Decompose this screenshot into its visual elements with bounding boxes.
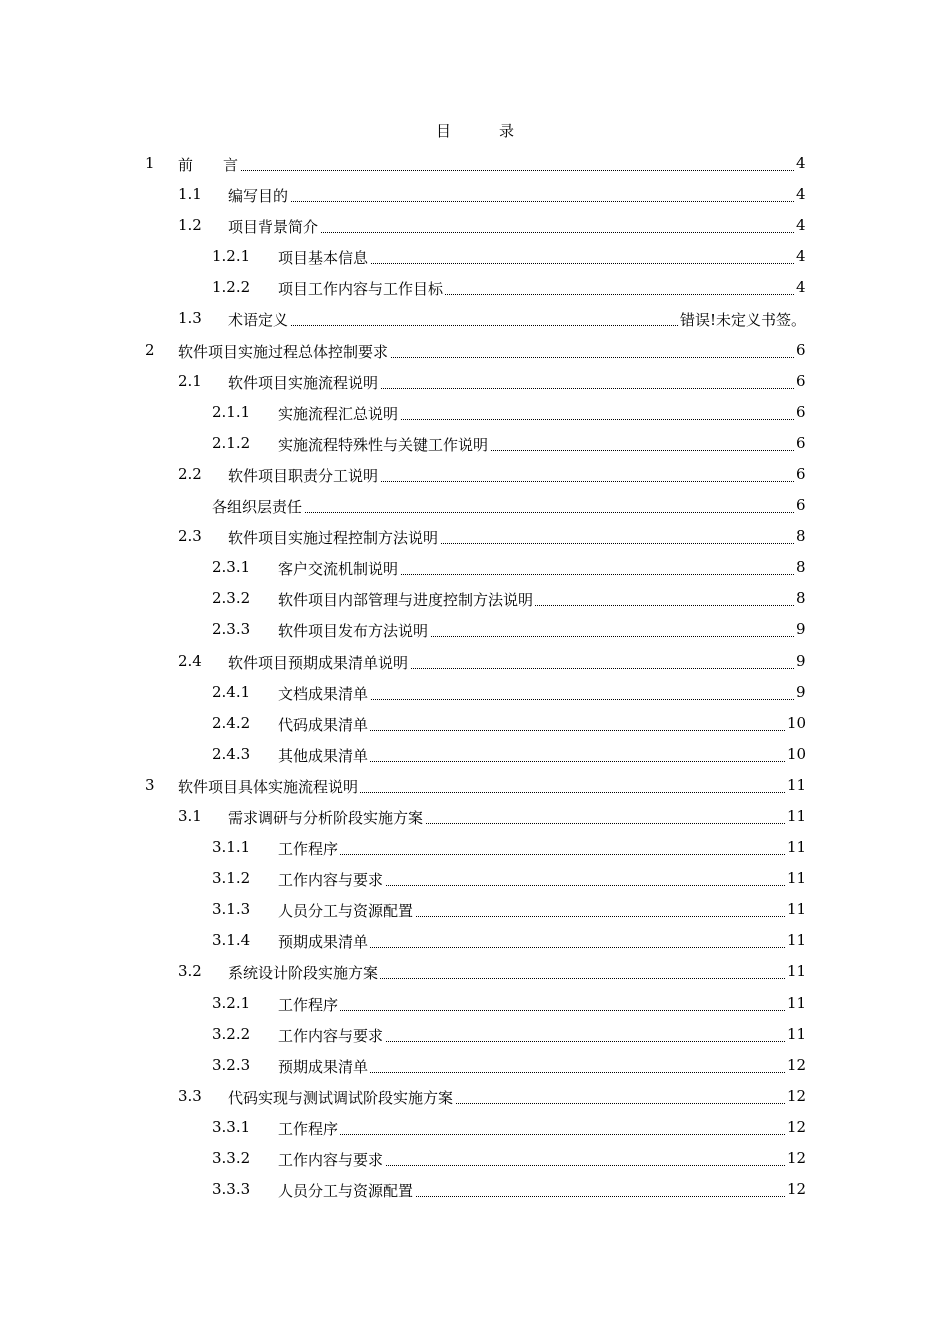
toc-entry[interactable]	[0, 272, 950, 303]
toc-entry-page: 9	[796, 682, 806, 701]
toc-leader-dots	[436, 525, 796, 544]
toc-entry[interactable]	[0, 1112, 950, 1143]
toc-entry-number: 2.1.2	[212, 433, 251, 452]
toc-entry-title: 客户交流机制说明	[278, 560, 399, 579]
toc-entry-page: 4	[796, 247, 806, 266]
toc-entry-number: 2.3	[178, 527, 202, 546]
toc-entry-number: 2	[145, 340, 155, 359]
toc-entry-number: 3.1.4	[212, 931, 251, 950]
toc-entry-page: 11	[787, 900, 807, 919]
toc-entry-number: 3.1.1	[212, 838, 251, 857]
toc-entry[interactable]	[0, 988, 950, 1019]
toc-leader-dots	[381, 1147, 787, 1166]
toc-leader-dots	[366, 929, 787, 948]
toc-entry-number: 2.3.3	[212, 620, 251, 639]
toc-leader-dots	[366, 712, 787, 731]
toc-entry-page: 11	[787, 869, 807, 888]
toc-entry-title: 工作程序	[278, 840, 339, 859]
toc-entry[interactable]	[0, 1081, 950, 1112]
toc-entry-number: 2.2	[178, 464, 202, 483]
toc-entry-number: 2.3.2	[212, 589, 251, 608]
toc-entry-page: 9	[796, 620, 806, 639]
toc-leader-dots	[376, 960, 787, 979]
toc-entry-page: 4	[796, 216, 806, 235]
toc-entry-title: 软件项目实施过程总体控制要求	[178, 342, 389, 361]
toc-entry-title: 预期成果清单	[278, 933, 369, 952]
toc-entry-page: 10	[787, 744, 807, 763]
toc-leader-dots	[336, 836, 787, 855]
toc-entry-title: 软件项目实施流程说明	[228, 373, 379, 392]
toc-leader-dots	[356, 774, 787, 793]
toc-entry-page: 8	[796, 558, 806, 577]
toc-leader-dots	[236, 152, 796, 171]
toc-entry-page: 8	[796, 527, 806, 546]
toc-entry[interactable]	[0, 614, 950, 645]
toc-entry-number: 3.2.2	[212, 1024, 251, 1043]
toc-entry[interactable]	[0, 335, 950, 366]
toc-entry-title: 前 言	[178, 156, 239, 174]
toc-entry-title: 文档成果清单	[278, 684, 369, 703]
toc-title	[0, 120, 950, 141]
toc-entry-title: 项目基本信息	[278, 249, 369, 268]
toc-entry-title: 术语定义	[228, 311, 289, 330]
toc-entry-title: 工作内容与要求	[278, 871, 384, 890]
toc-entry[interactable]	[0, 148, 950, 179]
toc-leader-dots	[486, 432, 796, 451]
toc-entry[interactable]	[0, 303, 950, 334]
toc-entry-number: 3.3	[178, 1086, 202, 1105]
toc-entry-page: 12	[787, 1055, 807, 1074]
toc-entry-number: 2.4.3	[212, 744, 251, 763]
toc-leader-dots	[421, 805, 787, 824]
toc-entry-number: 2.4	[178, 651, 202, 670]
toc-leader-dots	[381, 1023, 787, 1042]
toc-leader-dots	[396, 401, 796, 420]
toc-entry-title: 软件项目实施过程控制方法说明	[228, 529, 439, 548]
toc-entry[interactable]	[0, 863, 950, 894]
toc-entry[interactable]	[0, 428, 950, 459]
toc-leader-dots	[300, 494, 796, 513]
toc-entry-number: 2.4.1	[212, 682, 251, 701]
toc-entry-page: 8	[796, 589, 806, 608]
toc-entry-number: 3.2.3	[212, 1055, 251, 1074]
table-of-contents	[0, 148, 950, 1205]
toc-leader-dots	[366, 1054, 787, 1073]
toc-entry-number: 3.2.1	[212, 993, 251, 1012]
toc-entry[interactable]	[0, 770, 950, 801]
toc-entry-number: 1.3	[178, 309, 202, 328]
toc-leader-dots	[366, 245, 796, 264]
toc-entry-title: 人员分工与资源配置	[278, 1182, 414, 1201]
toc-leader-dots	[376, 463, 796, 482]
toc-entry-title: 软件项目发布方法说明	[278, 622, 429, 641]
toc-entry-page: 6	[796, 371, 806, 390]
toc-entry[interactable]	[0, 1050, 950, 1081]
toc-entry[interactable]	[0, 708, 950, 739]
toc-entry-page: 12	[787, 1149, 807, 1167]
toc-entry[interactable]	[0, 366, 950, 397]
toc-entry-title: 软件项目职责分工说明	[228, 466, 379, 485]
toc-entry-number: 1.2.1	[212, 247, 251, 266]
toc-entry-title: 软件项目内部管理与进度控制方法说明	[278, 591, 534, 610]
toc-entry-number: 1.2	[178, 216, 202, 235]
toc-entry-number: 2.1	[178, 371, 202, 390]
toc-leader-dots	[386, 339, 796, 358]
toc-entry-page: 9	[796, 651, 806, 670]
toc-leader-dots	[411, 898, 787, 917]
toc-leader-dots	[441, 276, 796, 295]
toc-title-char-2: 录	[499, 122, 515, 140]
toc-entry-page: 4	[796, 154, 806, 172]
toc-entry-number: 3.1.3	[212, 900, 251, 919]
toc-entry[interactable]	[0, 179, 950, 210]
toc-entry[interactable]	[0, 521, 950, 552]
toc-leader-dots	[396, 556, 796, 575]
toc-entry-title: 需求调研与分析阶段实施方案	[228, 808, 424, 827]
toc-entry-number: 2.4.2	[212, 713, 251, 732]
toc-entry-page: 12	[787, 1117, 807, 1136]
toc-entry-page: 11	[787, 838, 807, 857]
toc-leader-dots	[336, 992, 787, 1011]
toc-entry-page: 6	[796, 340, 806, 359]
toc-entry[interactable]	[0, 397, 950, 428]
toc-leader-dots	[366, 743, 787, 762]
toc-entry-title: 编写目的	[228, 187, 289, 206]
toc-entry-title: 软件项目预期成果清单说明	[228, 653, 409, 672]
toc-entry-page: 11	[787, 962, 807, 981]
toc-entry-title: 各组织层责任	[212, 498, 303, 517]
toc-entry[interactable]	[0, 677, 950, 708]
toc-entry[interactable]	[0, 925, 950, 956]
toc-entry-number: 3.1	[178, 806, 202, 825]
toc-entry[interactable]	[0, 832, 950, 863]
toc-entry[interactable]	[0, 210, 950, 241]
toc-entry-title: 代码成果清单	[278, 715, 369, 734]
toc-entry[interactable]	[0, 459, 950, 490]
toc-entry-number: 3.3.1	[212, 1117, 251, 1136]
toc-entry-page: 错误!未定义书签。	[680, 311, 807, 330]
toc-entry-title: 项目背景简介	[228, 218, 319, 237]
toc-entry-title: 工作内容与要求	[278, 1026, 384, 1045]
toc-entry-page: 11	[787, 1024, 807, 1043]
toc-entry-page: 11	[787, 931, 807, 950]
toc-entry-title: 工作程序	[278, 995, 339, 1014]
toc-leader-dots	[451, 1085, 787, 1104]
toc-entry-number: 2.1.1	[212, 402, 251, 421]
toc-entry-number: 3.3.3	[212, 1180, 251, 1199]
toc-entry-number: 3	[145, 775, 155, 794]
toc-entry-page: 6	[796, 433, 806, 452]
toc-entry[interactable]	[0, 583, 950, 614]
toc-entry-number: 1.2.2	[212, 278, 251, 297]
toc-entry[interactable]	[0, 801, 950, 832]
toc-entry-number: 3.2	[178, 962, 202, 981]
toc-entry-page: 6	[796, 496, 806, 515]
toc-entry-page: 11	[787, 775, 807, 794]
toc-entry-page: 4	[796, 278, 806, 297]
toc-entry-page: 6	[796, 464, 806, 483]
toc-entry-page: 11	[787, 993, 807, 1012]
toc-entry[interactable]	[0, 1174, 950, 1205]
toc-entry-number: 3.1.2	[212, 869, 251, 888]
toc-leader-dots	[286, 307, 680, 326]
toc-entry-title: 系统设计阶段实施方案	[228, 964, 379, 983]
toc-entry-title: 工作程序	[278, 1119, 339, 1138]
toc-entry-title: 代码实现与测试调试阶段实施方案	[228, 1088, 454, 1107]
toc-entry-title: 软件项目具体实施流程说明	[178, 777, 359, 796]
toc-leader-dots	[336, 1116, 787, 1135]
toc-entry-page: 12	[787, 1180, 807, 1199]
toc-entry[interactable]	[0, 1019, 950, 1050]
toc-entry[interactable]	[0, 490, 950, 521]
toc-entry-title: 项目工作内容与工作目标	[278, 280, 444, 299]
toc-entry[interactable]	[0, 646, 950, 677]
toc-entry-title: 其他成果清单	[278, 746, 369, 765]
toc-leader-dots	[406, 650, 796, 669]
toc-leader-dots	[381, 867, 787, 886]
toc-entry-title: 实施流程汇总说明	[278, 404, 399, 423]
toc-entry-title: 工作内容与要求	[278, 1151, 384, 1169]
toc-entry[interactable]	[0, 956, 950, 987]
toc-entry-number: 3.3.2	[212, 1149, 251, 1167]
toc-entry-title: 人员分工与资源配置	[278, 902, 414, 921]
toc-entry-title: 实施流程特殊性与关键工作说明	[278, 435, 489, 454]
toc-entry-page: 6	[796, 402, 806, 421]
toc-entry-page: 12	[787, 1086, 807, 1105]
toc-leader-dots	[531, 587, 796, 606]
toc-leader-dots	[411, 1178, 787, 1197]
toc-entry-page: 4	[796, 185, 806, 204]
toc-leader-dots	[426, 618, 796, 637]
toc-title-char-1: 目	[435, 122, 451, 140]
toc-entry-title: 预期成果清单	[278, 1057, 369, 1076]
toc-leader-dots	[286, 183, 796, 202]
toc-entry-number: 1.1	[178, 185, 202, 204]
toc-entry-number: 2.3.1	[212, 558, 251, 577]
toc-entry-page: 11	[787, 806, 807, 825]
toc-leader-dots	[366, 681, 796, 700]
toc-entry[interactable]	[0, 241, 950, 272]
toc-entry-page: 10	[787, 713, 807, 732]
toc-entry[interactable]	[0, 1143, 950, 1174]
toc-entry[interactable]	[0, 894, 950, 925]
toc-entry-number: 1	[145, 154, 155, 172]
toc-entry[interactable]	[0, 739, 950, 770]
toc-leader-dots	[316, 214, 796, 233]
toc-leader-dots	[376, 370, 796, 389]
toc-entry[interactable]	[0, 552, 950, 583]
